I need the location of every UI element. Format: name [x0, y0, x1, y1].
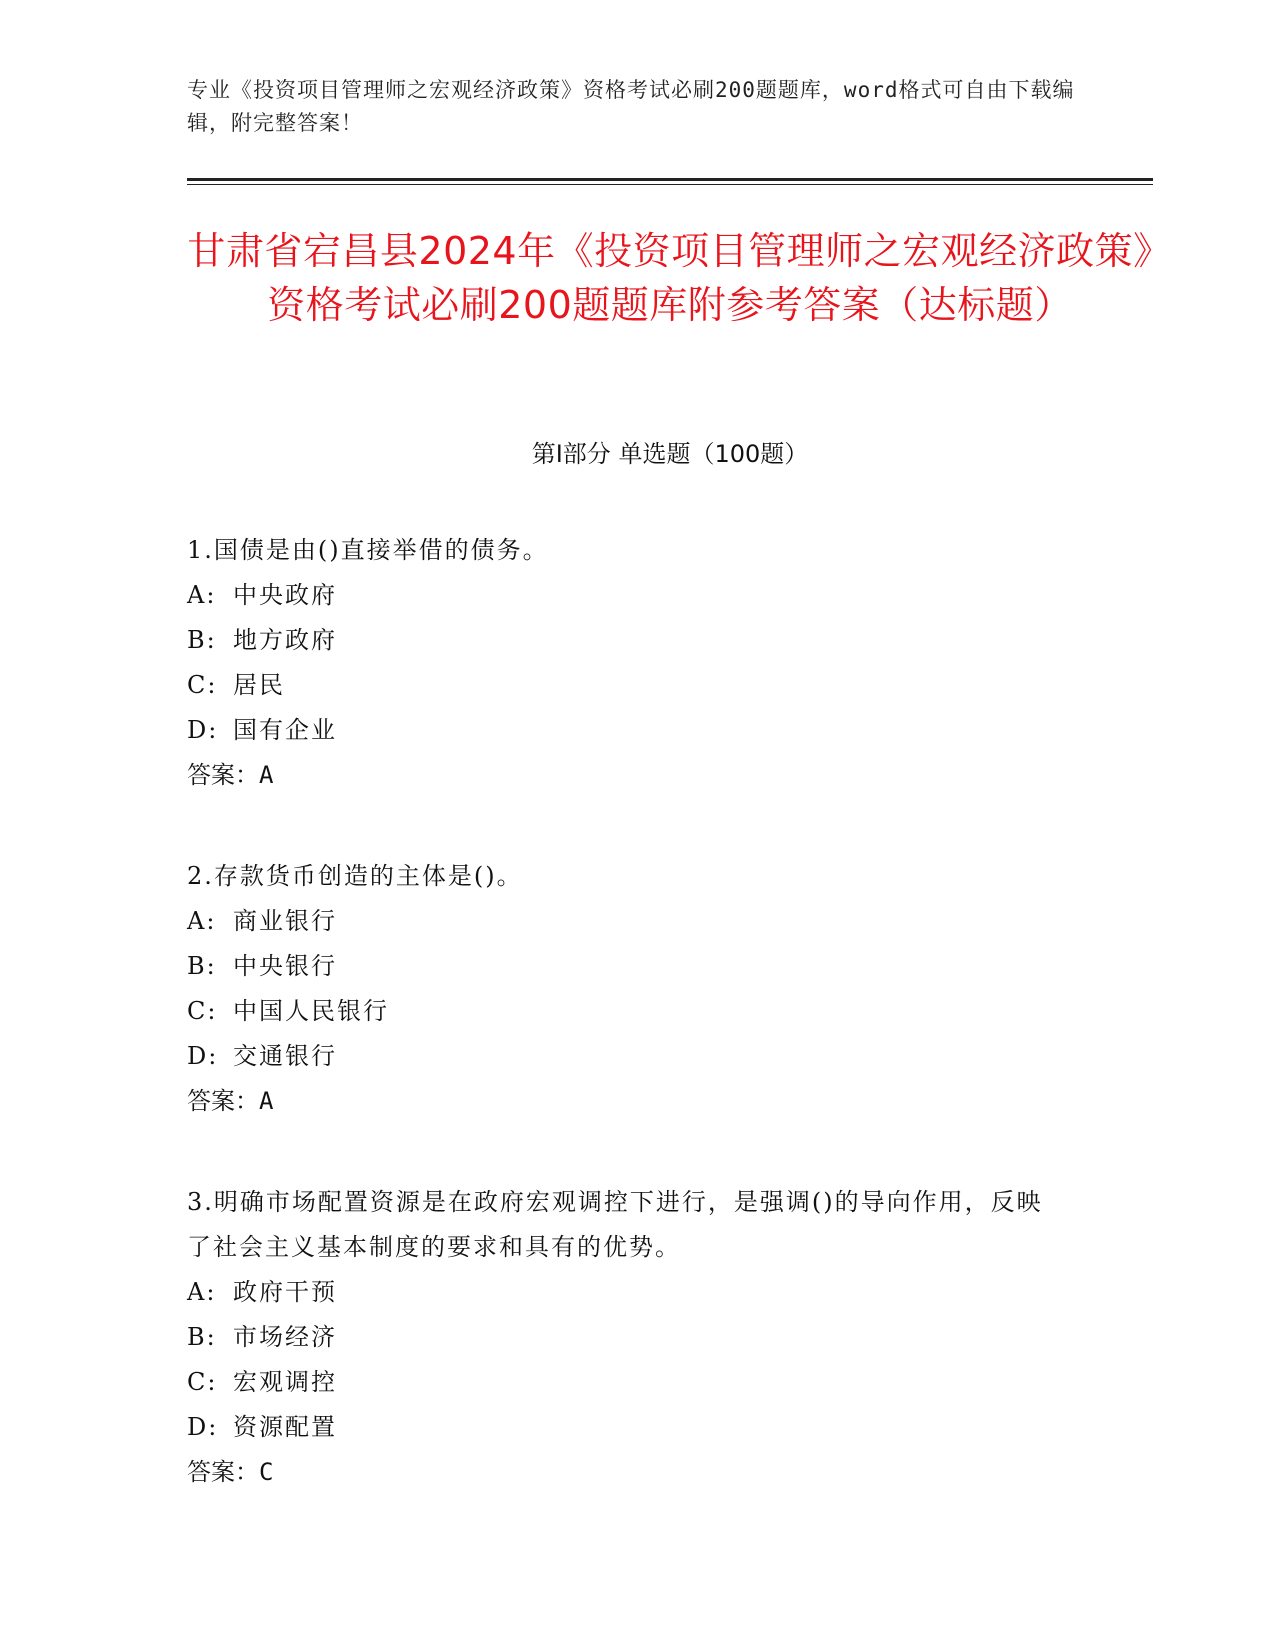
option-key: D:	[187, 1413, 219, 1441]
option-key: C:	[187, 997, 218, 1025]
answer-value: C	[259, 1458, 274, 1486]
option-text: 商业银行	[233, 907, 337, 935]
option-c	[187, 1360, 1067, 1405]
answer-line	[187, 1450, 1067, 1495]
header-divider-thin	[187, 184, 1153, 185]
option-a	[187, 1270, 1067, 1315]
option-d	[187, 1405, 1067, 1450]
question-2	[187, 854, 1067, 1124]
header-note: 专业《投资项目管理师之宏观经济政策》资格考试必刷200题题库，word格式可自由下载编辑，附完整答案！	[187, 78, 1075, 135]
answer-value: A	[259, 1087, 274, 1115]
option-b	[187, 1315, 1067, 1360]
option-b	[187, 618, 1067, 663]
option-text: 宏观调控	[233, 1368, 337, 1396]
option-c	[187, 989, 1067, 1034]
option-text: 国有企业	[233, 716, 337, 744]
section-heading: 第Ⅰ部分 单选题（100题）	[531, 440, 809, 468]
option-text: 交通银行	[233, 1042, 337, 1070]
option-key: A:	[187, 907, 217, 935]
answer-line	[187, 1079, 1067, 1124]
option-text: 中国人民银行	[233, 997, 389, 1025]
option-b	[187, 944, 1067, 989]
question-list	[187, 528, 1067, 1551]
answer-label: 答案：	[187, 1458, 259, 1486]
question-stem: 3.明确市场配置资源是在政府宏观调控下进行，是强调()的导向作用，反映了社会主义基本制度的要求和具有的优势。	[187, 1188, 1043, 1261]
document-title: 甘肃省宕昌县2024年《投资项目管理师之宏观经济政策》资格考试必刷200题题库附参考答案（达标题）	[187, 229, 1153, 327]
question-stem: 2.存款货币创造的主体是()。	[187, 862, 523, 890]
answer-label: 答案：	[187, 1087, 259, 1115]
option-key: B:	[187, 626, 217, 654]
option-key: B:	[187, 1323, 217, 1351]
option-d	[187, 708, 1067, 753]
option-text: 中央政府	[233, 581, 337, 609]
question-stem: 1.国债是由()直接举借的债务。	[187, 536, 549, 564]
option-a	[187, 573, 1067, 618]
option-key: A:	[187, 581, 217, 609]
option-key: D:	[187, 716, 219, 744]
option-c	[187, 663, 1067, 708]
question-1	[187, 528, 1067, 798]
option-text: 市场经济	[233, 1323, 337, 1351]
option-text: 居民	[233, 671, 285, 699]
option-a	[187, 899, 1067, 944]
answer-value: A	[259, 761, 274, 789]
answer-line	[187, 753, 1067, 798]
option-key: D:	[187, 1042, 219, 1070]
option-key: C:	[187, 671, 218, 699]
option-d	[187, 1034, 1067, 1079]
option-text: 中央银行	[233, 952, 337, 980]
option-text: 政府干预	[233, 1278, 337, 1306]
option-key: C:	[187, 1368, 218, 1396]
option-key: A:	[187, 1278, 217, 1306]
option-key: B:	[187, 952, 217, 980]
header-divider-thick	[187, 178, 1153, 181]
option-text: 资源配置	[233, 1413, 337, 1441]
option-text: 地方政府	[233, 626, 337, 654]
answer-label: 答案：	[187, 761, 259, 789]
question-3	[187, 1180, 1067, 1495]
